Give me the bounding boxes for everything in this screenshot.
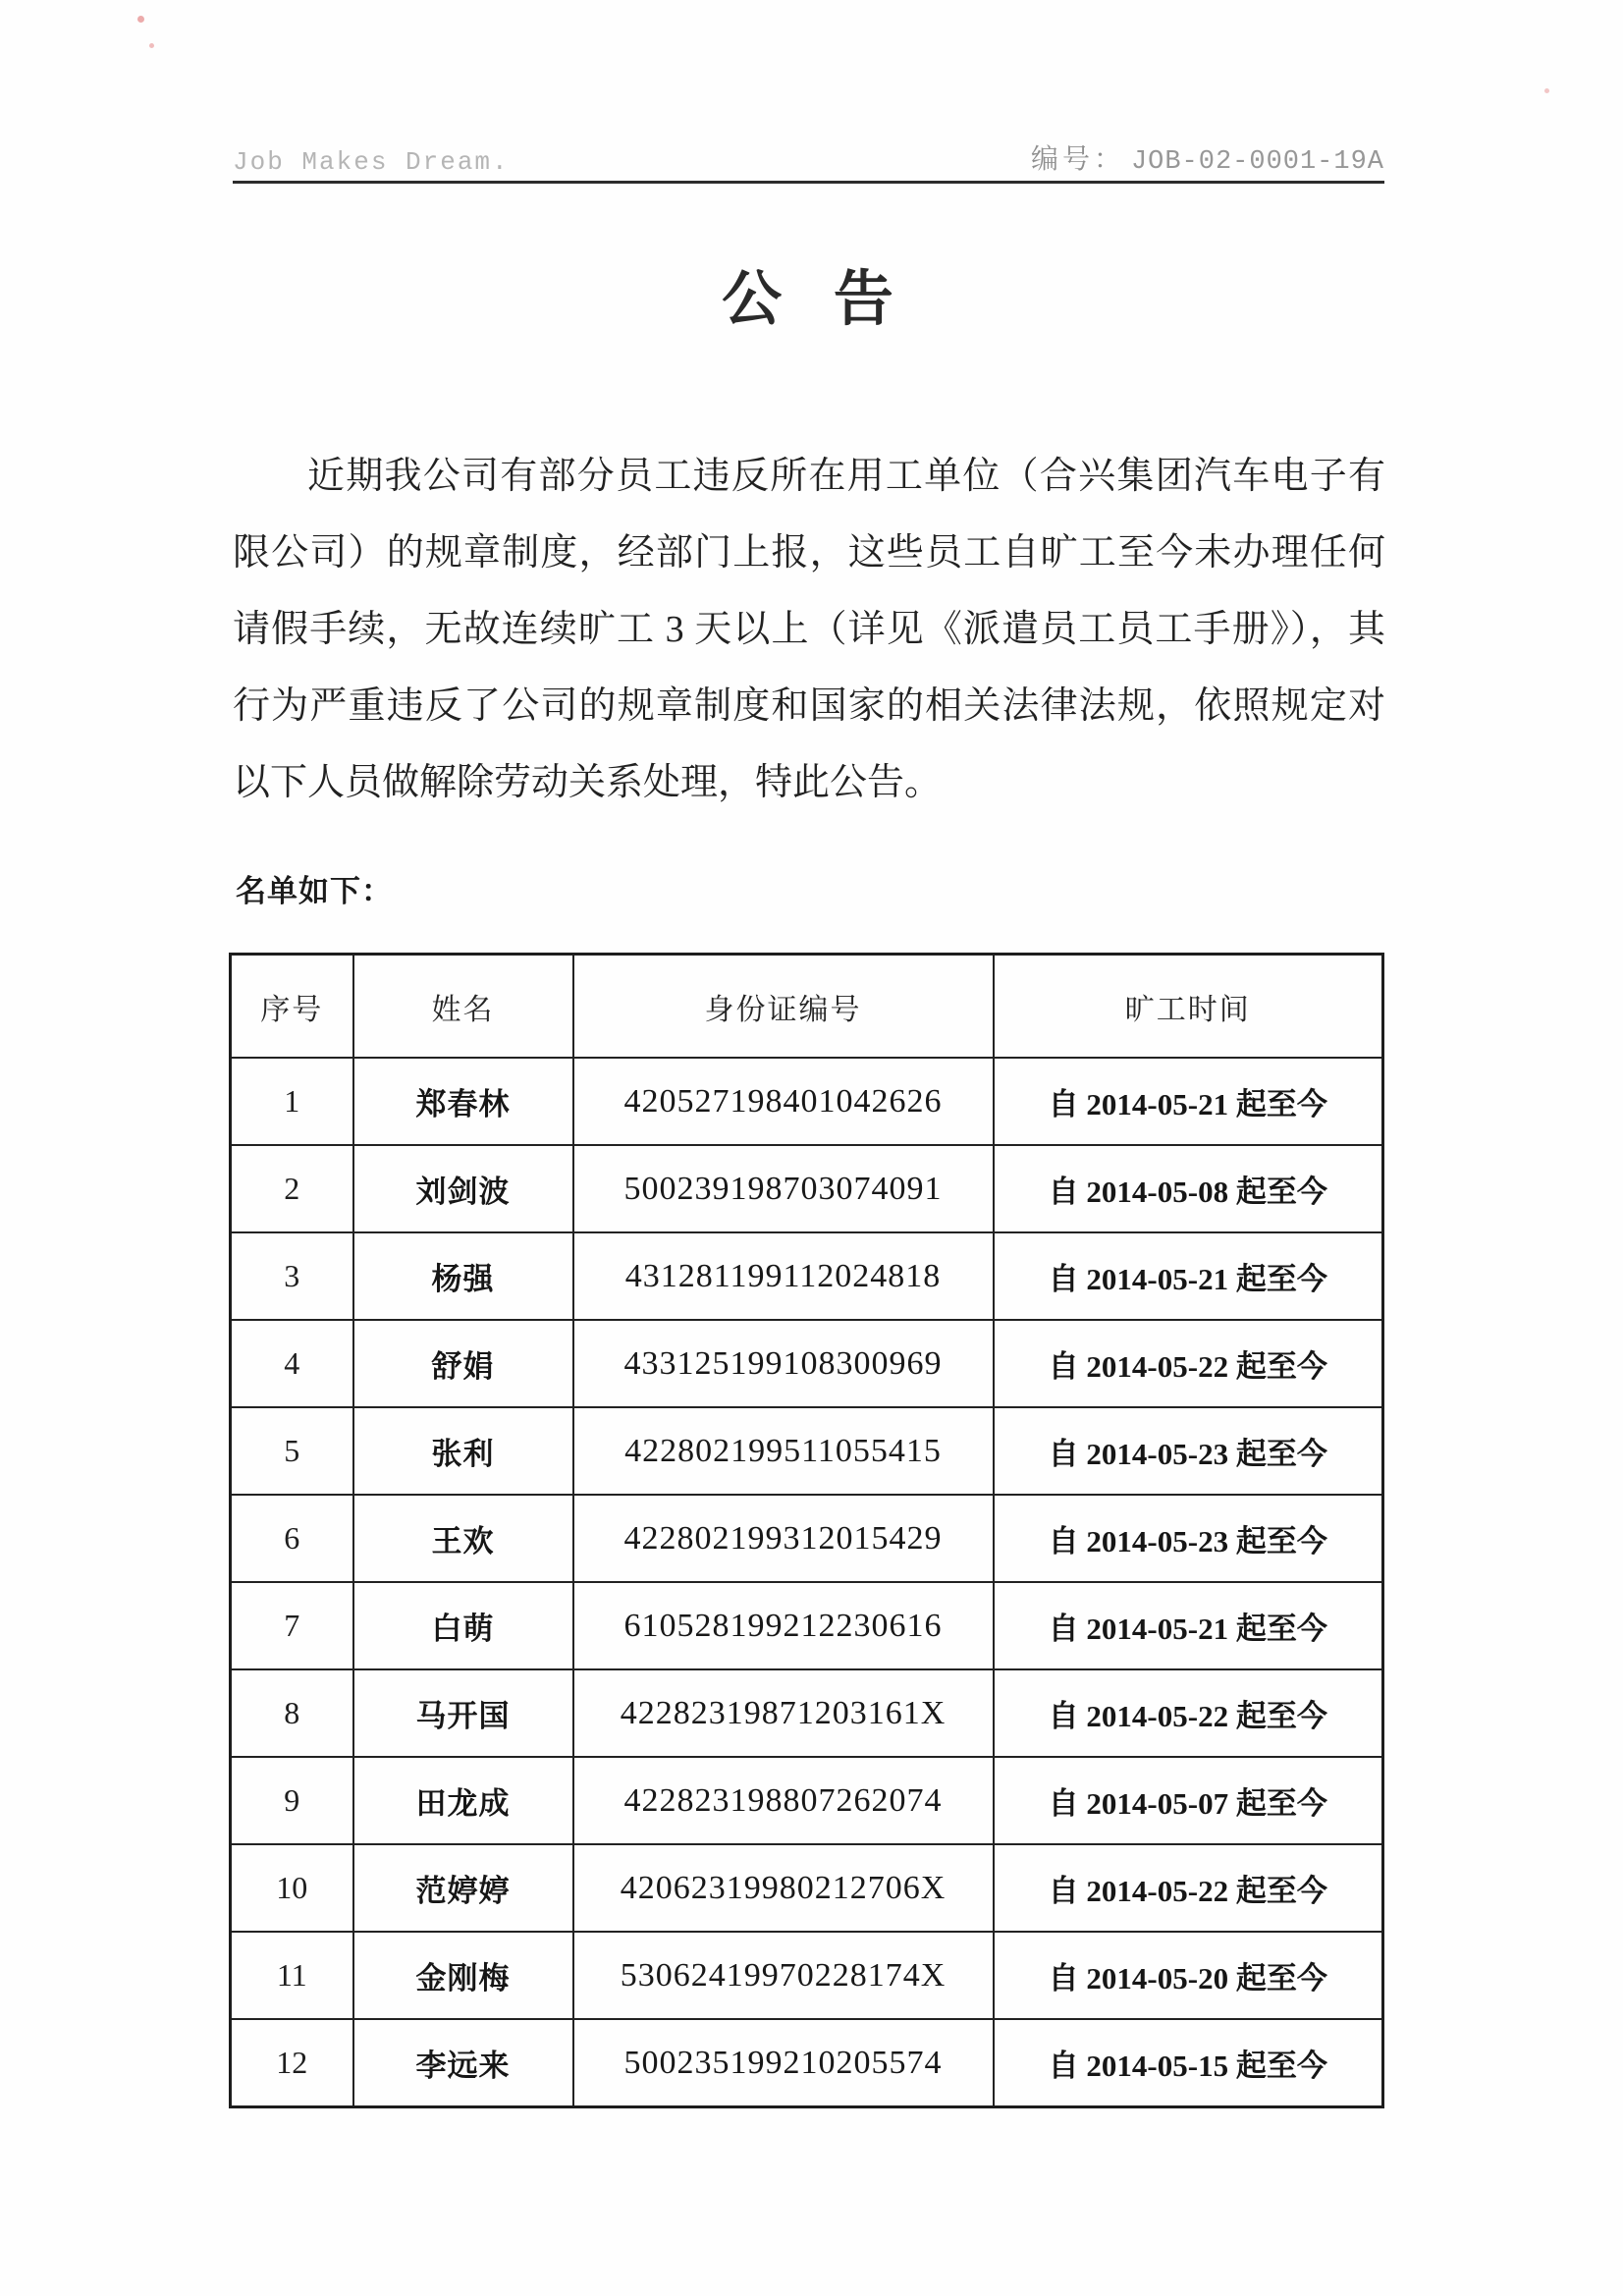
cell-name: 张利 (353, 1407, 573, 1495)
column-header-absence: 旷工时间 (994, 955, 1383, 1059)
cell-name: 舒娟 (353, 1320, 573, 1407)
cell-serial: 3 (231, 1232, 353, 1320)
cell-id: 431281199112024818 (573, 1232, 994, 1320)
announcement-body (233, 438, 1385, 821)
cell-serial: 10 (231, 1844, 353, 1932)
body-line: 行为严重违反了公司的规章制度和国家的相关法律法规，依照规定对 (233, 685, 1385, 727)
cell-id: 53062419970228174X (573, 1932, 994, 2019)
cell-absence: 自 2014-05-21 起至今 (994, 1582, 1383, 1669)
cell-absence: 自 2014-05-08 起至今 (994, 1145, 1383, 1232)
page-title: 公 告 (722, 267, 895, 333)
cell-absence: 自 2014-05-21 起至今 (994, 1058, 1383, 1145)
table-header-row (231, 955, 1383, 1059)
cell-serial: 6 (231, 1495, 353, 1582)
body-line: 以下人员做解除劳动关系处理，特此公告。 (233, 762, 943, 803)
cell-serial: 2 (231, 1145, 353, 1232)
cell-serial: 7 (231, 1582, 353, 1669)
table-row (231, 1757, 1383, 1844)
cell-id: 610528199212230616 (573, 1582, 994, 1669)
column-header-id: 身份证编号 (573, 955, 994, 1059)
cell-name: 田龙成 (353, 1757, 573, 1844)
cell-serial: 12 (231, 2019, 353, 2107)
cell-id: 500239198703074091 (573, 1145, 994, 1232)
table-row (231, 1669, 1383, 1757)
cell-id: 42282319871203161X (573, 1669, 994, 1757)
table-row (231, 1320, 1383, 1407)
company-slogan: Job Makes Dream. (233, 147, 510, 177)
cell-absence: 自 2014-05-15 起至今 (994, 2019, 1383, 2107)
cell-absence: 自 2014-05-23 起至今 (994, 1407, 1383, 1495)
table-row (231, 1145, 1383, 1232)
cell-name: 白萌 (353, 1582, 573, 1669)
table-row (231, 1932, 1383, 2019)
cell-name: 金刚梅 (353, 1932, 573, 2019)
document-number-value: JOB-02-0001-19A (1130, 147, 1384, 177)
table-row (231, 1058, 1383, 1145)
cell-serial: 9 (231, 1757, 353, 1844)
document-number-label: 编号： (1030, 144, 1125, 175)
masthead (233, 128, 1384, 184)
scan-speck (137, 16, 144, 23)
cell-id: 422802199511055415 (573, 1407, 994, 1495)
cell-absence: 自 2014-05-20 起至今 (994, 1932, 1383, 2019)
cell-absence: 自 2014-05-21 起至今 (994, 1232, 1383, 1320)
cell-absence: 自 2014-05-22 起至今 (994, 1320, 1383, 1407)
cell-id: 42062319980212706X (573, 1844, 994, 1932)
cell-serial: 8 (231, 1669, 353, 1757)
cell-absence: 自 2014-05-23 起至今 (994, 1495, 1383, 1582)
table-row (231, 2019, 1383, 2107)
column-header-name: 姓名 (353, 955, 573, 1059)
scan-speck (149, 43, 154, 48)
cell-id: 500235199210205574 (573, 2019, 994, 2107)
cell-id: 422823198807262074 (573, 1757, 994, 1844)
table-row (231, 1844, 1383, 1932)
cell-name: 范婷婷 (353, 1844, 573, 1932)
column-header-serial: 序号 (231, 955, 353, 1059)
scan-speck (1544, 88, 1549, 93)
body-line: 限公司）的规章制度，经部门上报，这些员工自旷工至今未办理任何 (233, 532, 1385, 574)
table-row (231, 1232, 1383, 1320)
cell-name: 杨强 (353, 1232, 573, 1320)
table-row (231, 1495, 1383, 1582)
dismissal-roster-table (229, 953, 1384, 2108)
cell-serial: 4 (231, 1320, 353, 1407)
cell-id: 433125199108300969 (573, 1320, 994, 1407)
cell-name: 刘剑波 (353, 1145, 573, 1232)
cell-id: 422802199312015429 (573, 1495, 994, 1582)
cell-name: 郑春林 (353, 1058, 573, 1145)
cell-serial: 11 (231, 1932, 353, 2019)
list-label: 名单如下： (236, 874, 393, 908)
cell-name: 马开国 (353, 1669, 573, 1757)
cell-id: 420527198401042626 (573, 1058, 994, 1145)
cell-absence: 自 2014-05-22 起至今 (994, 1669, 1383, 1757)
body-line: 请假手续，无故连续旷工 3 天以上（详见《派遣员工员工手册》），其 (233, 609, 1385, 650)
cell-absence: 自 2014-05-07 起至今 (994, 1757, 1383, 1844)
document-number (1031, 137, 1384, 177)
cell-serial: 1 (231, 1058, 353, 1145)
cell-serial: 5 (231, 1407, 353, 1495)
cell-absence: 自 2014-05-22 起至今 (994, 1844, 1383, 1932)
cell-name: 李远来 (353, 2019, 573, 2107)
cell-name: 王欢 (353, 1495, 573, 1582)
table-row (231, 1582, 1383, 1669)
body-line: 近期我公司有部分员工违反所在用工单位（合兴集团汽车电子有 (307, 456, 1385, 497)
table-row (231, 1407, 1383, 1495)
